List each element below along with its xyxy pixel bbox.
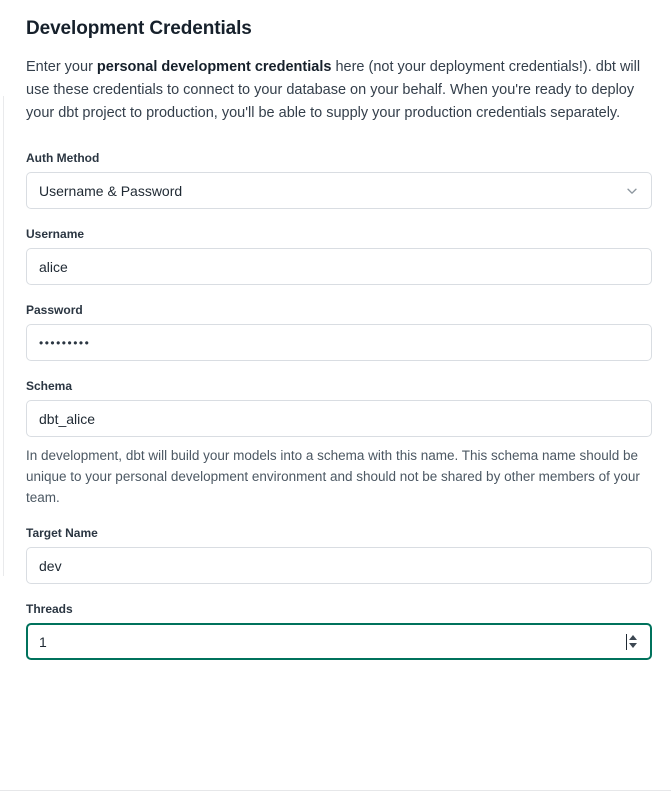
- schema-label: Schema: [26, 379, 73, 393]
- threads-value: 1: [39, 633, 47, 650]
- bottom-divider: [0, 790, 671, 791]
- password-field: [26, 303, 651, 361]
- stepper-down-icon[interactable]: [629, 643, 637, 648]
- page-title: Development Credentials: [26, 18, 252, 39]
- password-value: •••••••••: [39, 335, 91, 350]
- stepper-icon[interactable]: [627, 632, 639, 652]
- schema-input[interactable]: [26, 400, 652, 437]
- username-value: alice: [39, 258, 68, 275]
- schema-value: dbt_alice: [39, 410, 96, 427]
- threads-field: [26, 602, 651, 660]
- intro-text-bold: personal development credentials: [96, 59, 332, 75]
- target-name-input[interactable]: [26, 547, 652, 584]
- target-name-field: [26, 526, 651, 584]
- left-rail-divider: [3, 96, 4, 576]
- schema-help-text: In development, dbt will build your models into a schema with this name. This schema name should be unique to your personal development environment and should not be shared by other members of your team.: [26, 448, 640, 505]
- auth-method-label: Auth Method: [26, 151, 100, 165]
- intro-text-before: Enter your: [26, 59, 97, 75]
- username-field: [26, 227, 651, 285]
- auth-method-select[interactable]: [26, 172, 652, 209]
- auth-method-value: Username & Password: [39, 182, 183, 199]
- password-input[interactable]: [26, 324, 652, 361]
- intro-paragraph: [26, 56, 651, 125]
- threads-input[interactable]: [26, 623, 652, 660]
- target-name-value: dev: [39, 557, 62, 574]
- threads-label: Threads: [26, 602, 73, 616]
- username-input[interactable]: [26, 248, 652, 285]
- password-label: Password: [26, 303, 83, 317]
- target-name-label: Target Name: [26, 526, 98, 540]
- stepper-up-icon[interactable]: [629, 635, 637, 640]
- auth-method-field: [26, 151, 651, 209]
- intro-text-after: here (not your deployment credentials!). dbt will use these credentials to connect to your database on your behalf. When you're ready to deploy your dbt project to production, you'll be able to supply your production credentials separately.: [26, 59, 641, 121]
- chevron-down-icon: [625, 184, 639, 198]
- schema-field: [26, 379, 651, 508]
- username-label: Username: [26, 227, 85, 241]
